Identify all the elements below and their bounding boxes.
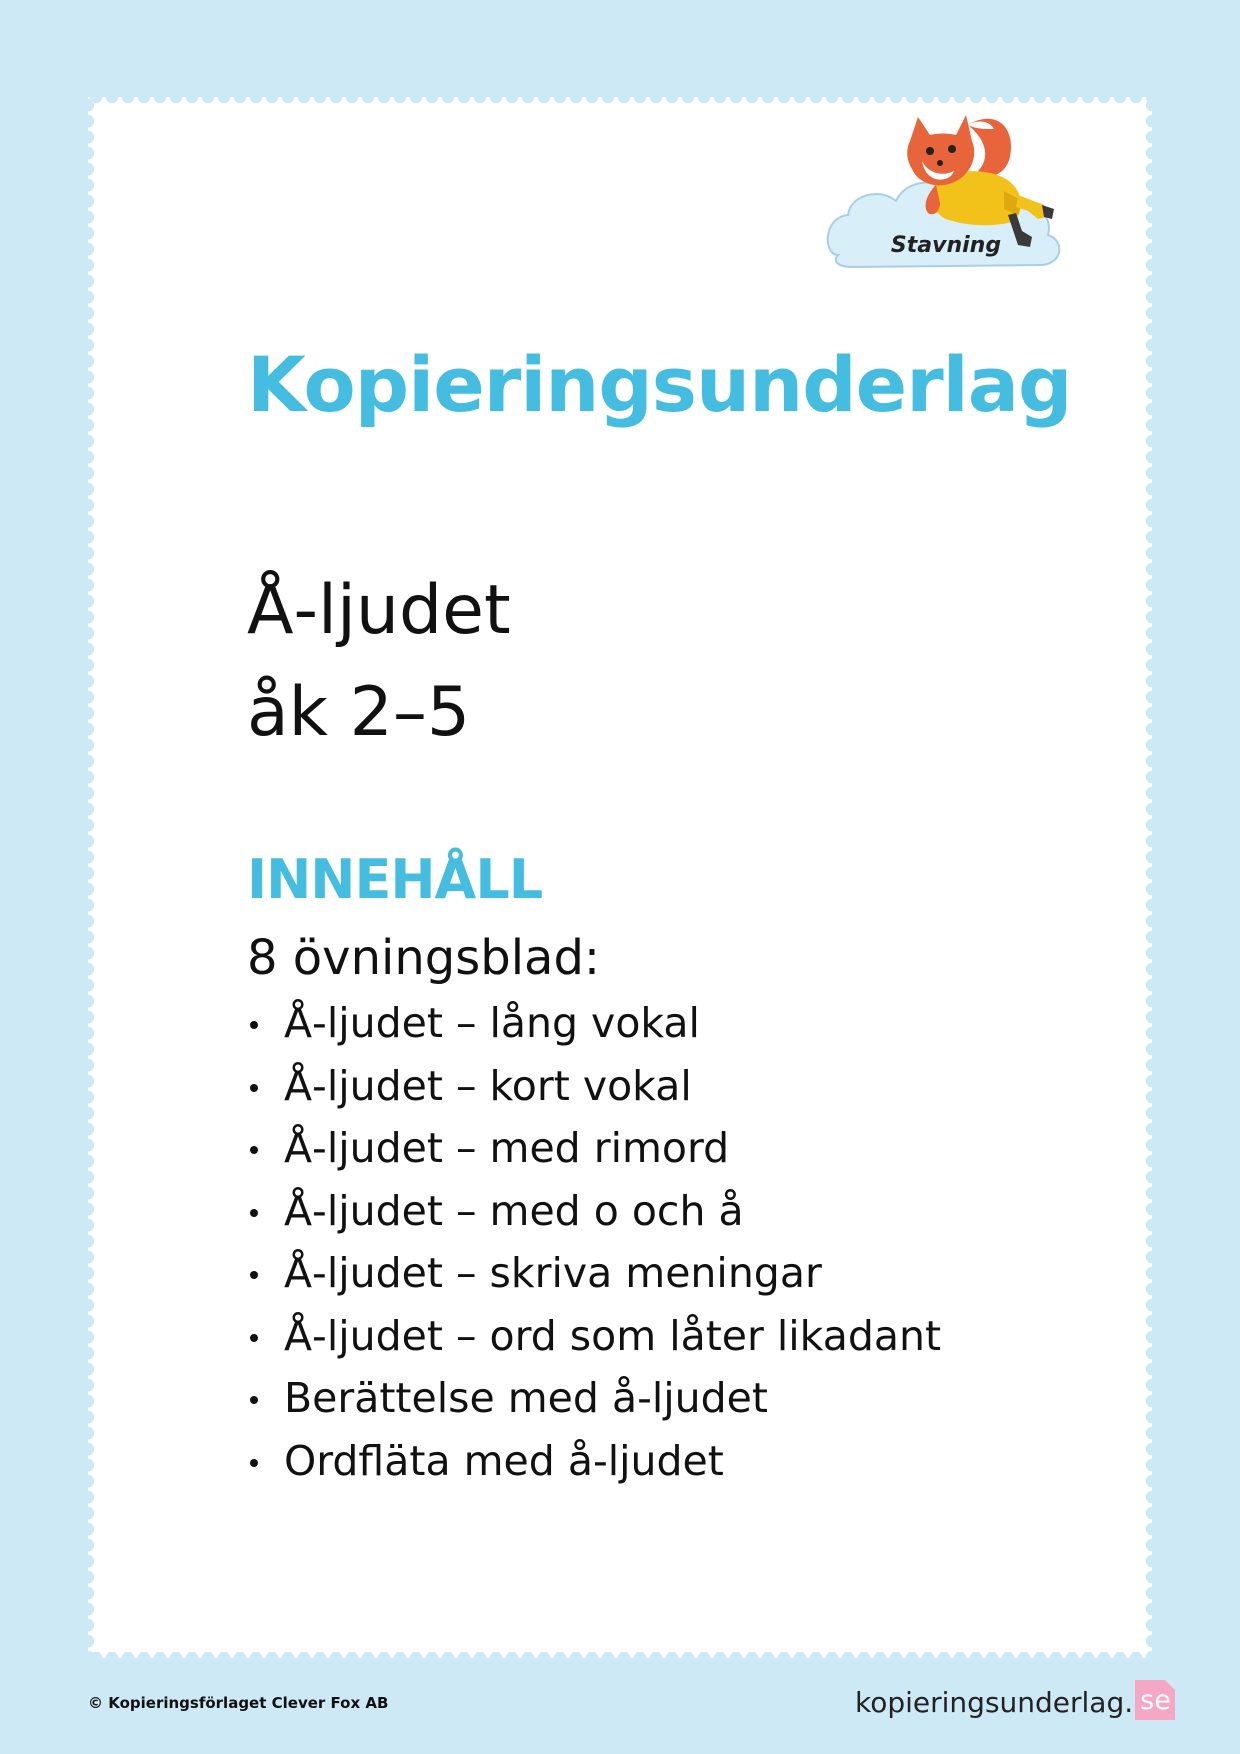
list-item: Å-ljudet – med o och å bbox=[247, 1180, 941, 1243]
copyright-notice: © Kopieringsförlaget Clever Fox AB bbox=[88, 1694, 389, 1712]
badge-label: Stavning bbox=[890, 233, 1002, 258]
list-item: Å-ljudet – ord som låter likadant bbox=[247, 1305, 941, 1368]
list-item: Ordfläta med å-ljudet bbox=[247, 1430, 941, 1493]
list-item: Berättelse med å-ljudet bbox=[247, 1367, 941, 1430]
fox-on-cloud-icon bbox=[818, 105, 1078, 295]
grade-range: åk 2–5 bbox=[247, 673, 471, 752]
contents-heading: INNEHÅLL bbox=[247, 848, 543, 911]
site-name: kopieringsunderlag. bbox=[855, 1686, 1134, 1719]
site-logo[interactable] bbox=[855, 1676, 1175, 1720]
site-tld-badge: se bbox=[1135, 1680, 1175, 1720]
list-item: Å-ljudet – kort vokal bbox=[247, 1055, 941, 1118]
list-item: Å-ljudet – med rimord bbox=[247, 1117, 941, 1180]
subject-name: Å-ljudet bbox=[247, 571, 511, 650]
stavning-badge bbox=[818, 105, 1078, 295]
sheet-count: 8 övningsblad: bbox=[247, 930, 601, 986]
page-title: Kopieringsunderlag bbox=[247, 340, 1072, 429]
list-item: Å-ljudet – skriva meningar bbox=[247, 1242, 941, 1305]
list-item: Å-ljudet – lång vokal bbox=[247, 992, 941, 1055]
contents-list bbox=[247, 992, 941, 1492]
subject-block bbox=[247, 560, 511, 764]
